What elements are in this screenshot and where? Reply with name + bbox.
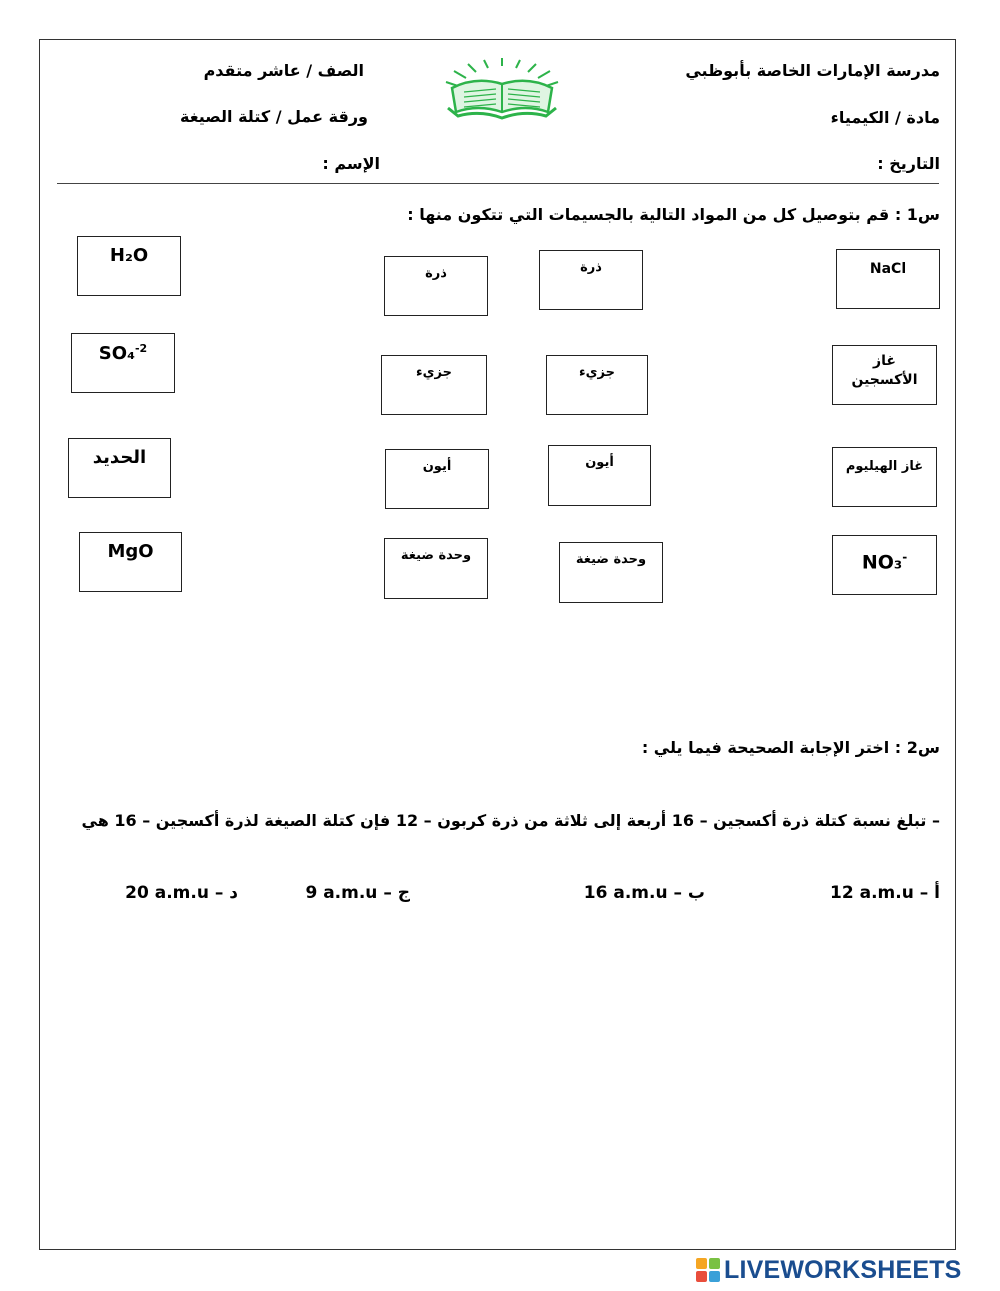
option-value: 9 a.m.u [305,883,378,903]
substance-box-no3[interactable] [832,535,937,595]
header-divider [57,183,939,184]
option-label: د – [214,883,238,903]
particle-box-b-ion[interactable] [548,445,651,506]
particle-label: جزيء [578,365,616,380]
particle-label: أيون [422,459,452,474]
formula-superscript: -2 [134,342,148,355]
substance-text-line1: غاز [873,353,896,369]
substance-text-line2: الأكسجين [851,372,918,388]
formula-box-so4[interactable] [71,333,175,393]
q2-statement: – تبلغ نسبة كتلة ذرة أكسجين – 16 أربعة إلى ثلاثة من ذرة كربون – 12 فإن كتلة الصيغة لذرة أكسجين – 16 هي [81,811,940,830]
particle-box-b-atom[interactable] [539,250,643,310]
formula-text: MgO [107,541,154,562]
substance-superscript: - [902,550,908,564]
option-a[interactable] [830,883,940,903]
formula-box-iron[interactable] [68,438,171,498]
option-value: 16 a.m.u [583,883,668,903]
q2-prompt: س2 : اختر الإجابة الصحيحة فيما يلي : [641,738,940,757]
option-value: 20 a.m.u [125,883,209,903]
substance-box-nacl[interactable] [836,249,940,309]
liveworksheets-logo [696,1253,996,1287]
substance-box-helium[interactable] [832,447,937,507]
substance-text: NO₃ [861,551,903,574]
option-label: أ – [919,883,940,903]
name-label: الإسم : [322,154,380,173]
particle-box-a-ion[interactable] [385,449,489,509]
liveworksheets-wordmark: LIVEWORKSHEETS [724,1256,962,1284]
substance-text: غاز الهيليوم [845,459,924,474]
subject-label: مادة / الكيمياء [830,108,940,127]
liveworksheets-icon [696,1258,722,1283]
particle-label: وحدة ضيغة [575,552,647,567]
worksheet-title: ورقة عمل / كتلة الصيغة [180,107,368,126]
formula-text: H₂O [109,245,149,266]
particle-box-a-molecule[interactable] [381,355,487,415]
formula-box-mgo[interactable] [79,532,182,592]
q1-prompt: س1 : قم بتوصيل كل من المواد التالية بالجسيمات التي تتكون منها : [407,205,940,224]
formula-text: SO₄ [98,343,135,364]
particle-box-a-formula-unit[interactable] [384,538,488,599]
formula-text: الحديد [92,447,147,468]
particle-label: ذرة [425,266,447,281]
particle-label: وحدة ضيغة [400,548,472,563]
substance-text: NaCl [869,261,907,277]
option-label: ب – [673,883,705,903]
particle-label: أيون [585,455,614,470]
option-c[interactable] [305,883,410,903]
particle-box-b-formula-unit[interactable] [559,542,663,603]
school-name: مدرسة الإمارات الخاصة بأبوظبي [685,61,940,80]
particle-label: جزيء [415,365,453,380]
particle-box-b-molecule[interactable] [546,355,648,415]
formula-box-h2o[interactable] [77,236,181,296]
option-label: ج – [383,883,410,903]
particle-box-a-atom[interactable] [384,256,488,316]
grade-label: الصف / عاشر متقدم [203,61,364,80]
substance-box-oxygen[interactable] [832,345,937,405]
option-d[interactable] [125,883,238,903]
option-b[interactable] [584,883,705,903]
particle-label: ذرة [580,260,602,275]
option-value: 12 a.m.u [830,883,914,903]
open-book-icon [444,58,560,120]
date-label: التاريخ : [877,154,940,173]
